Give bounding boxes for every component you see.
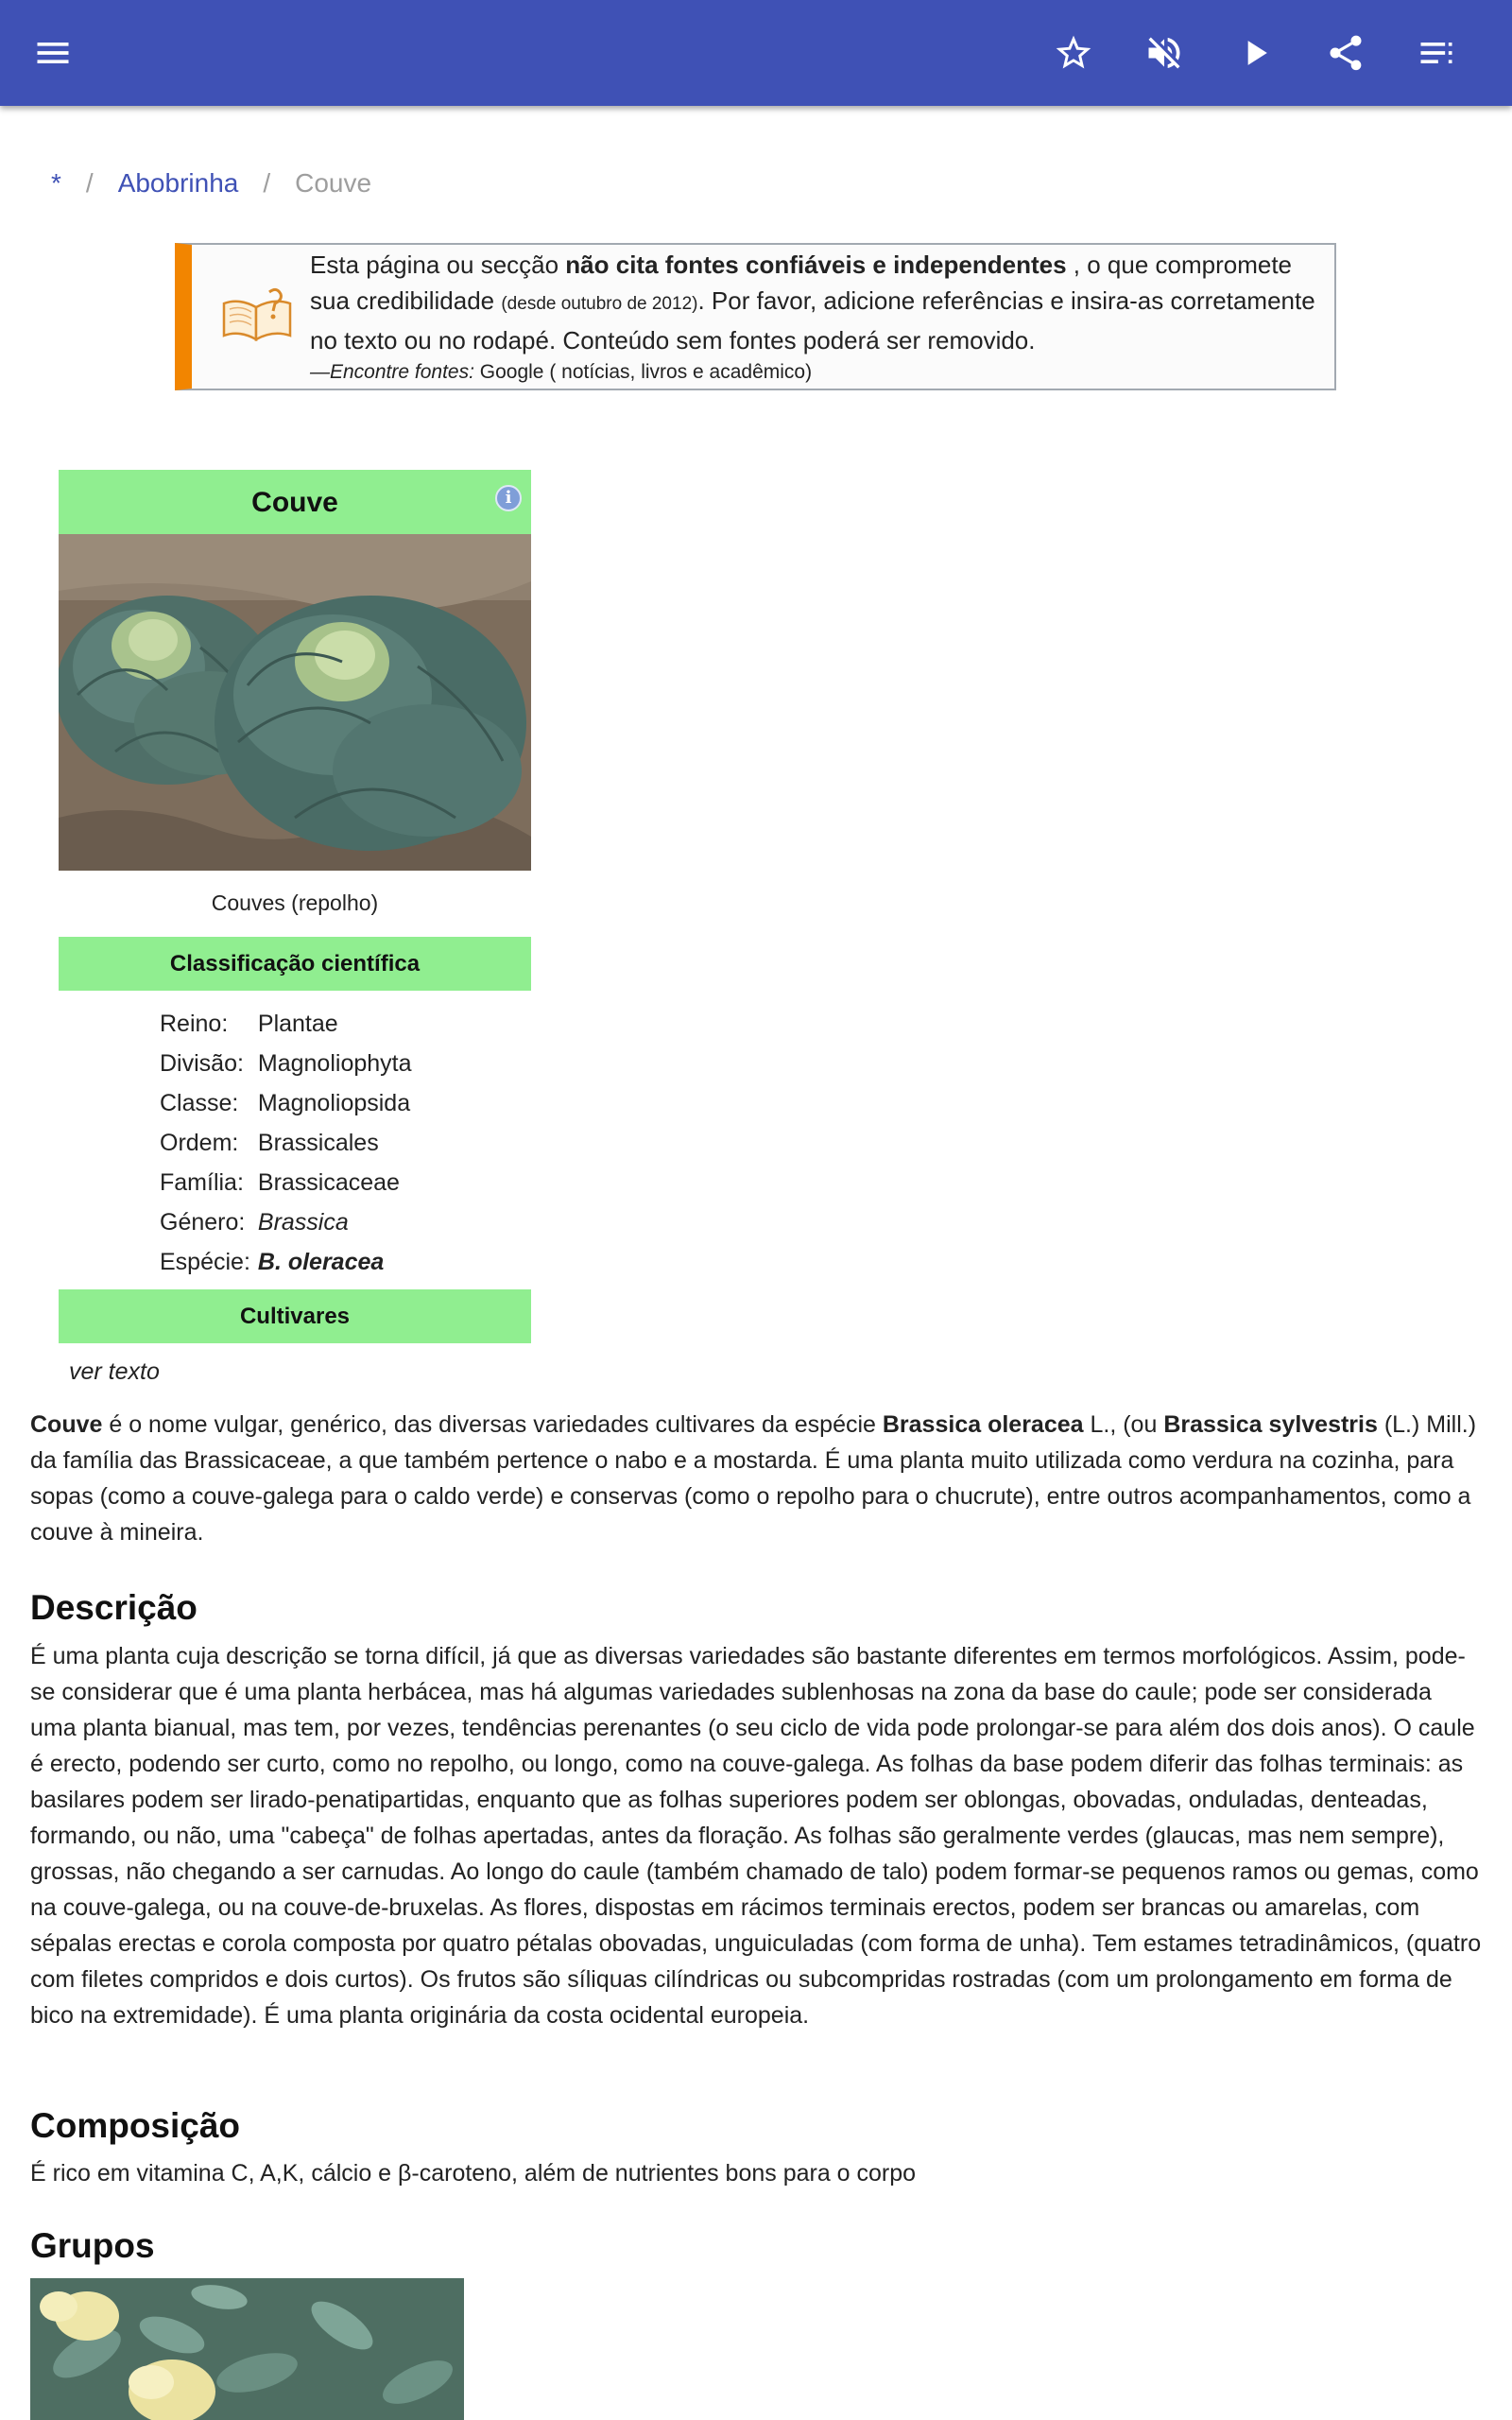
intro-text: é o nome vulgar, genérico, das diversas variedades cultivares da espécie <box>102 1411 883 1438</box>
see-text-note: ver texto <box>69 1358 160 1385</box>
taxon-row <box>160 1163 418 1202</box>
breadcrumb-current: Couve <box>295 168 372 198</box>
star-icon <box>1053 32 1094 74</box>
intro-bold-term: Brassica sylvestris <box>1163 1411 1378 1438</box>
taxon-label: Classe: <box>160 1090 239 1116</box>
cabbage-illustration <box>59 534 531 871</box>
taxobox-caption: Couves (repolho) <box>211 890 379 915</box>
taxon-label: Espécie: <box>160 1249 250 1275</box>
taxon-value[interactable]: Brassicales <box>257 1130 379 1156</box>
breadcrumb-root-link[interactable]: * <box>51 168 61 198</box>
mute-button[interactable] <box>1134 23 1194 83</box>
intro-paragraph <box>30 1407 1482 1550</box>
flowering-brassica-illustration <box>30 2278 464 2420</box>
notice-text-bold: não cita fontes confiáveis e independentes <box>565 251 1067 279</box>
taxon-row <box>160 1202 418 1242</box>
notice-find-label: —Encontre fontes: <box>310 361 474 383</box>
taxobox <box>59 470 531 1386</box>
breadcrumb <box>51 168 371 199</box>
section-heading-groups: Grupos <box>30 2226 155 2265</box>
intro-bold-term: Couve <box>30 1411 103 1438</box>
classification-header: Classificação científica <box>59 937 531 991</box>
breadcrumb-separator: / <box>85 168 94 198</box>
composition-paragraph: É rico em vitamina C, A,K, cálcio e β-caroteno, além de nutrientes bons para o corpo <box>30 2160 917 2187</box>
intro-bold-term: Brassica oleracea <box>882 1411 1084 1438</box>
taxon-value[interactable]: Magnoliophyta <box>257 1050 412 1077</box>
taxon-row <box>160 1083 418 1123</box>
taxon-label: Família: <box>160 1169 244 1196</box>
taxon-row <box>160 1242 418 1282</box>
info-icon[interactable]: i <box>495 485 522 511</box>
taxon-label: Género: <box>160 1209 246 1236</box>
taxobox-title-text: Couve <box>251 487 338 518</box>
description-paragraph: É uma planta cuja descrição se torna difícil, já que as diversas variedades são bastante diferentes em termos morfológicos. Assim, pode-se considerar que é uma planta herbácea, mas há algumas variedades sublenhosas na zona da base do caule; pode ser considerada uma planta bianual, mas tem, por vezes, tendências perenantes (o seu ciclo de vida pode prolongar-se para além dos dois anos). O caule é erecto, podendo ser curto, como no repolho, ou longo, como na couve-galega. As folhas da base podem diferir das folhas terminais: as basilares podem ser lirado-penatipartidas, enquanto que as folhas superiores podem ser oblongas, obovadas, onduladas, denteadas, formando, ou não, uma "cabeça" de folhas apertadas, antes da floração. As folhas são geralmente verdes (glaucas, mas nem sempre), grossas, não chegando a ser carnudas. Ao longo do caule (também chamado de talo) podem formar-se pequenos ramos ou gemas, como na couve-galega, ou na couve-de-bruxelas. As flores, dispostas em rácimos terminais erectos, podem ser brancas ou amarelas, com sépalas erectas e corola composta por quatro pétalas obovadas, unguiculadas (com forma de unha). Tem estames tetradinâmicos, (quatro com filetes compridos e dois curtos). Os frutos são síliquas cilíndricas ou subcompridas rostradas (com um prolongamento em forma de bico na extremidade). É uma planta originária da costa ocidental europeia. <box>30 1643 1482 2029</box>
taxon-value[interactable]: Plantae <box>257 1011 338 1037</box>
volume-off-icon <box>1143 32 1185 74</box>
notice-text-start: Esta página ou secção <box>310 251 566 279</box>
groups-photo[interactable] <box>30 2278 464 2420</box>
taxobox-title <box>59 470 531 534</box>
share-icon <box>1325 32 1366 74</box>
taxon-row <box>160 1004 418 1044</box>
cultivars-header: Cultivares <box>59 1289 531 1343</box>
favorite-button[interactable] <box>1043 23 1104 83</box>
section-heading-description: Descrição <box>30 1588 198 1627</box>
intro-text: (L.) Mill.) da família das Brassicaceae, a que também pertence o nabo e a mostarda. É uma planta muito utilizada como verdura na cozinha, para sopas (como a couve-galega para o caldo verde) e conservas (como o repolho para o chucrute), entre outros acompanhamentos, como a couve à mineira. <box>30 1411 1477 1546</box>
app-bar <box>0 0 1512 106</box>
taxon-value: B. oleracea <box>257 1249 385 1275</box>
taxon-label: Ordem: <box>160 1130 239 1156</box>
intro-text: L., (ou <box>1083 1411 1164 1438</box>
notice-since: (desde outubro de 2012) <box>501 294 698 314</box>
contents-button[interactable] <box>1406 23 1467 83</box>
taxon-row <box>160 1044 418 1083</box>
classification-table <box>160 1004 418 1282</box>
share-button[interactable] <box>1315 23 1376 83</box>
play-icon <box>1234 32 1276 74</box>
taxon-label: Divisão: <box>160 1050 244 1077</box>
breadcrumb-parent-link[interactable]: Abobrinha <box>117 168 239 198</box>
cabbage-photo[interactable] <box>59 534 531 871</box>
section-heading-composition: Composição <box>30 2106 241 2145</box>
notice-text-mid: , o que compromete sua credibilidade <box>310 251 1293 315</box>
unsourced-notice <box>175 243 1336 390</box>
breadcrumb-separator: / <box>263 168 271 198</box>
taxon-value[interactable]: Magnoliopsida <box>257 1090 411 1116</box>
taxon-label: Reino: <box>160 1011 229 1037</box>
taxon-value[interactable]: Brassica <box>257 1209 349 1236</box>
menu-icon <box>32 32 74 74</box>
notice-find-sources-link[interactable]: Google ( notícias, livros e acadêmico) <box>473 361 813 383</box>
notice-text-end: . Por favor, adicione referências e insira-as corretamente no texto ou no rodapé. Conteúdo sem fontes poderá ser removido. <box>310 286 1315 354</box>
taxon-row <box>160 1123 418 1163</box>
menu-button[interactable] <box>23 23 83 83</box>
taxon-value[interactable]: Brassicaceae <box>257 1169 400 1196</box>
list-icon <box>1416 32 1457 74</box>
play-button[interactable] <box>1225 23 1285 83</box>
book-icon <box>220 285 294 347</box>
